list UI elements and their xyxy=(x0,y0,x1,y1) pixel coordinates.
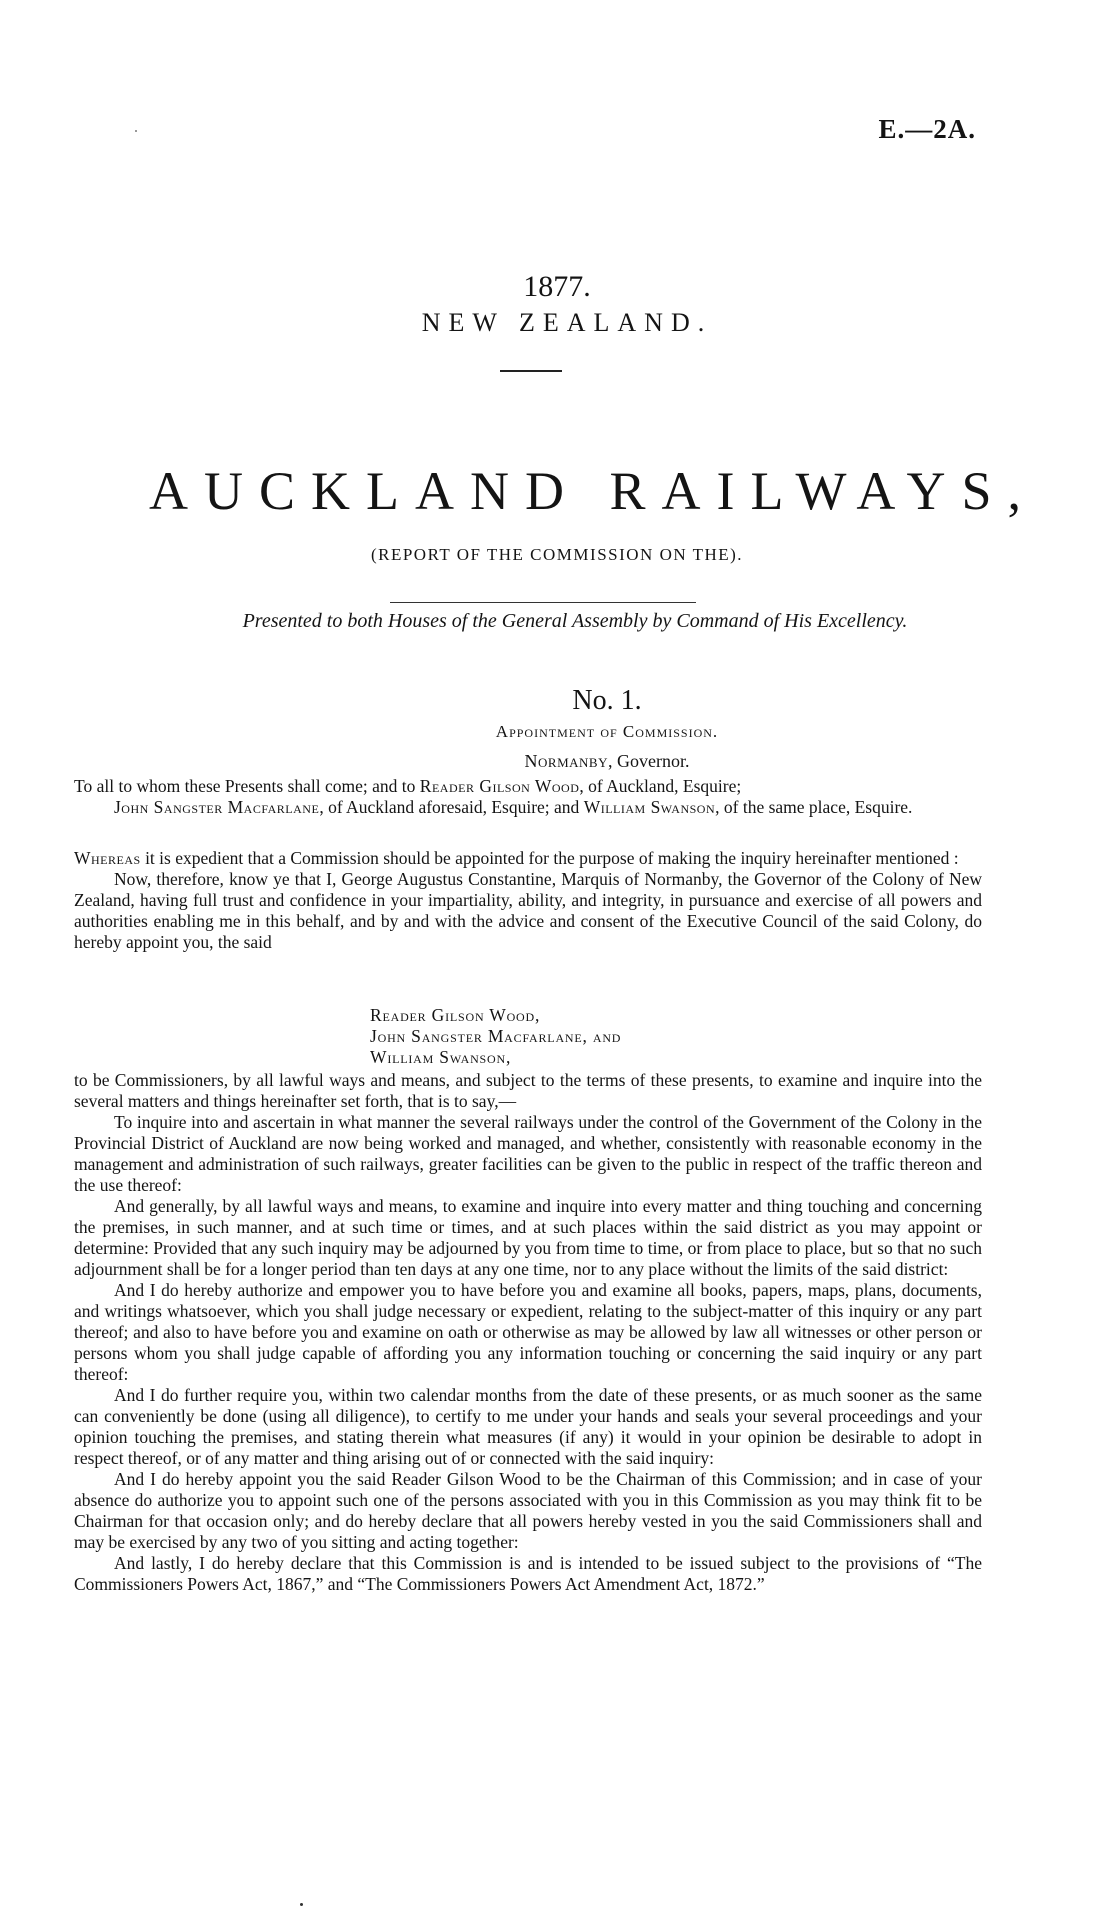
address-text: , of the same place, Esquire. xyxy=(715,797,913,817)
to-be-paragraph: to be Commissioners, by all lawful ways and means, and subject to the terms of these presents, to examine and inquire into the several matters and things hereinafter set forth, that is to say,— xyxy=(74,1070,982,1111)
page-subtitle: (REPORT OF THE COMMISSION ON THE). xyxy=(370,545,744,564)
generally-paragraph: And generally, by all lawful ways and means, to examine and inquire into every matter and thing touching and concerning the premises, in such manner, and at such time or times, and at such places within the said district as you may appoint or determine: Provided that any such inquiry may be adjourned by you from time to time, or from place to place, but so that no such adjournment shall be for a longer period than ten days at any one time, nor to any place without the limits of the said district: xyxy=(74,1196,982,1279)
commissioner-list xyxy=(370,1005,621,1068)
scan-speck xyxy=(135,130,137,132)
country-heading: NEW ZEALAND. xyxy=(421,308,713,337)
year-heading: 1877. xyxy=(523,270,591,303)
whereas-paragraph xyxy=(74,848,982,869)
commission-body xyxy=(74,1070,982,1595)
scan-speck xyxy=(300,1903,303,1906)
lastly-paragraph: And lastly, I do hereby declare that this Commission is and is intended to be issued subject to the provisions of “The Commissioners Powers Act, 1867,” and “The Commissioners Powers Act Amendment Act, 1872.” xyxy=(74,1553,982,1594)
whereas-lead: Whereas xyxy=(74,848,141,868)
address-text: To all to whom these Presents shall come; and to xyxy=(74,776,420,796)
commissioner-item: Reader Gilson Wood, xyxy=(370,1005,541,1025)
governor-name: Normanby xyxy=(524,751,608,771)
page-title: AUCKLAND RAILWAYS, xyxy=(148,461,1037,521)
commissioner-name: Reader Gilson Wood xyxy=(419,776,580,796)
chairman-paragraph: And I do hereby appoint you the said Reader Gilson Wood to be the Chairman of this Commission; and in case of your absence do authorize you to appoint such one of the persons associated with you in this Commission as you may think fit to be Chairman for that occasion only; and do hereby declare that all powers hereby vested in you the said Commissioners shall and may be exercised by any two of you sitting and acting together: xyxy=(74,1469,982,1552)
governor-title: , Governor. xyxy=(607,751,690,771)
title-divider xyxy=(500,370,562,372)
require-paragraph: And I do further require you, within two calendar months from the date of these presents, or as much sooner as the same can conveniently be done (using all diligence), to certify to me under your hands and seals your several proceedings and your opinion touching the premises, and stating therein what measures (if any) it would in your opinion be desirable to adopt in respect thereof, or of any matter and thing arising out of or connected with the said inquiry: xyxy=(74,1385,982,1468)
presented-divider xyxy=(390,602,696,603)
commissioner-name: John Sangster Macfarlane xyxy=(114,797,320,817)
recital-block xyxy=(74,848,982,953)
presented-line: Presented to both Houses of the General Assembly by Command of His Excellency. xyxy=(242,610,908,632)
commissioner-item: William Swanson, xyxy=(370,1047,512,1067)
address-text: , of Auckland, Esquire; xyxy=(579,776,742,796)
document-reference: E.—2A. xyxy=(878,114,976,144)
authorize-paragraph: And I do hereby authorize and empower you to have before you and examine all books, papers, maps, plans, documents, and writings whatsoever, which you shall judge necessary or expedient, relating to the subject-matter of this inquiry or any part thereof; and also to have before you and examine on oath or otherwise as may be allowed by law all witnesses or other person or persons whom you shall judge capable of affording you any information touching or concerning the said inquiry or any part thereof: xyxy=(74,1280,982,1384)
now-paragraph: Now, therefore, know ye that I, George Augustus Constantine, Marquis of Normanby, the Governor of the Colony of New Zealand, having full trust and confidence in your impartiality, ability, and integrity, in pursuance and exercise of all powers and authorities enabling me in this behalf, and by and with the advice and consent of the Executive Council of the said Colony, do hereby appoint you, the said xyxy=(74,869,982,952)
commissioner-name: William Swanson xyxy=(583,797,716,817)
commissioner-item: John Sangster Macfarlane, and xyxy=(370,1026,622,1046)
section-heading: Appointment of Commission. xyxy=(495,722,719,741)
section-number: No. 1. xyxy=(572,685,642,716)
address-text: , of Auckland aforesaid, Esquire; and xyxy=(319,797,584,817)
address-line xyxy=(74,776,982,797)
inquire-paragraph: To inquire into and ascertain in what manner the several railways under the control of the Government of the Colony in the Provincial District of Auckland are now being worked and managed, and whether, consistently with reasonable economy in the management and administration of such railways, greater facilities can be given to the public in respect of the traffic thereon and the use thereof: xyxy=(74,1112,982,1195)
address-line xyxy=(74,797,982,818)
whereas-text: it is expedient that a Commission should be appointed for the purpose of making the inquiry hereinafter mentioned : xyxy=(140,848,959,868)
governor-line xyxy=(0,751,1114,772)
address-block xyxy=(74,776,982,818)
